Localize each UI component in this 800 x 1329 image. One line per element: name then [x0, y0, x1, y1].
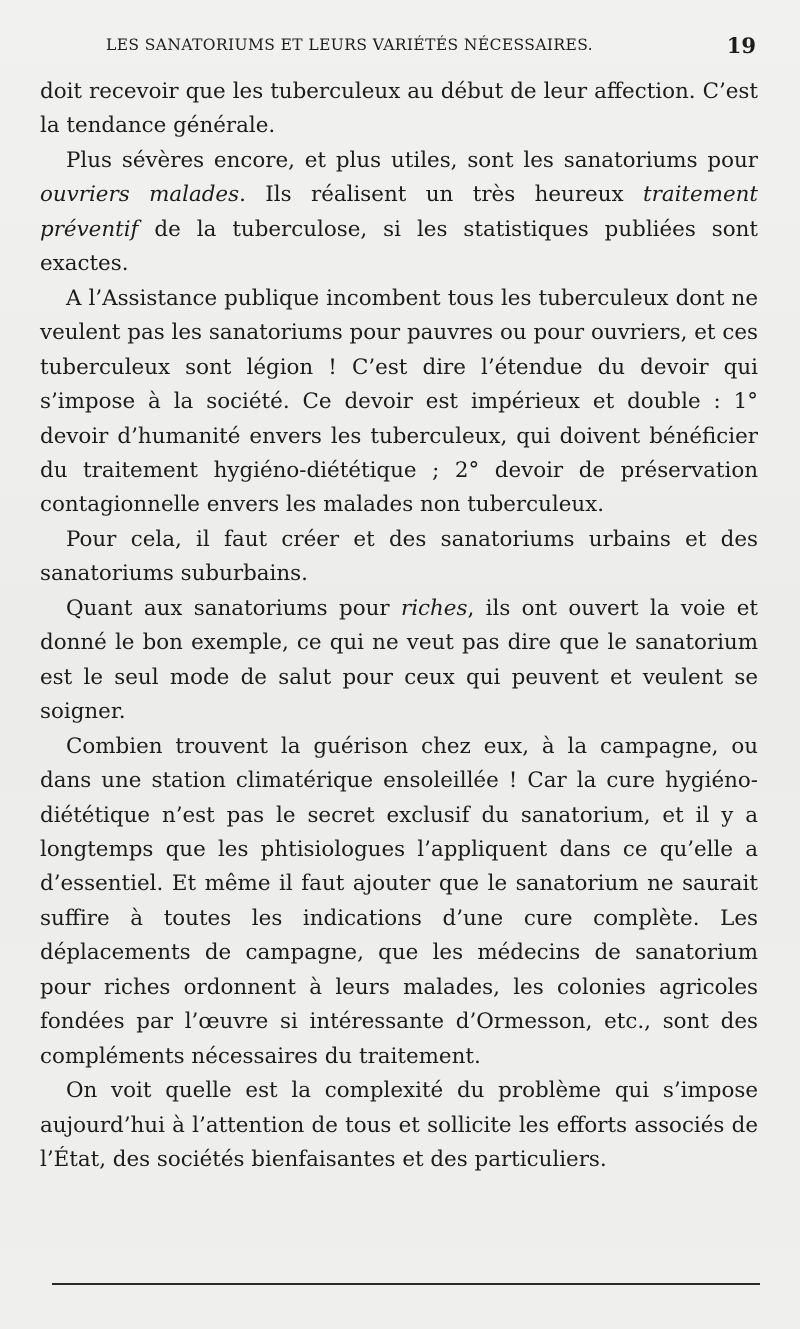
italic-text: ouvriers malades [40, 182, 240, 208]
text-run: Pour cela, il faut créer et des sanatoriums urbains et des sanatoriums suburbains. [40, 526, 758, 587]
text-run: A l’Assistance publique incombent tous les tuberculeux dont ne veulent pas les sanatoriums pour pauvres ou pour ouvriers, et ces tuberculeux sont légion ! C’est dire l’étendue du devoir qui s’impose à la société. Ce devoir est impérieux et double : 1° devoir d’humanité envers les tuberculeux, qui doivent bénéficier du traitement hygiéno-diététique ; 2° devoir de préservation contagionnelle envers les malades non tuberculeux. [40, 285, 758, 518]
text-run: de la tuberculose, si les statistiques publiées sont exactes. [40, 216, 758, 277]
paragraph [40, 523, 758, 592]
text-run: doit recevoir que les tuberculeux au début de leur affection. C’est la tendance générale. [40, 79, 758, 139]
body-text [40, 75, 758, 1178]
running-head [106, 33, 756, 60]
page-number: 19 [726, 33, 756, 58]
paragraph [40, 730, 758, 1075]
paragraph [40, 1074, 758, 1177]
paragraph [40, 592, 758, 730]
paragraph [40, 144, 758, 282]
text-run: . Ils réalisent un très heureux [239, 182, 643, 208]
paragraph [40, 75, 758, 144]
text-run: Quant aux sanatoriums pour [66, 595, 401, 621]
text-run: , ils ont ouvert la voie et donné le bon exemple, ce qui ne veut pas dire que le sanatorium est le seul mode de salut pour ceux qui peuvent et veulent se soigner. [40, 595, 758, 725]
italic-text: traitement préventif [40, 182, 758, 242]
running-title: LES SANATORIUMS ET LEURS VARIÉTÉS NÉCESSAIRES. [106, 36, 594, 54]
text-run: Plus sévères encore, et plus utiles, sont les sanatoriums pour [66, 147, 758, 173]
italic-text: riches [400, 595, 468, 621]
text-run: Combien trouvent la guérison chez eux, à la campagne, ou dans une station climatérique ensoleillée ! Car la cure hygiéno-diététique n’est pas le secret exclusif du sanatorium, et il y a longtemps que les phtisiologues l’appliquent dans ce qu’elle a d’essentiel. Et même il faut ajouter que le sanatorium ne saurait suffire à toutes les indications d’une cure complète. Les déplacements de campagne, que les médecins de sanatorium pour riches ordonnent à leurs malades, les colonies agricoles fondées par l’œuvre si intéressante d’Ormesson, etc., sont des compléments nécessaires du traitement. [40, 733, 758, 1069]
paragraph [40, 282, 758, 523]
text-run: On voit quelle est la complexité du problème qui s’impose aujourd’hui à l’attention de tous et sollicite les efforts associés de l’État, des sociétés bienfaisantes et des particuliers. [40, 1078, 758, 1173]
footnote-rule [52, 1283, 760, 1285]
